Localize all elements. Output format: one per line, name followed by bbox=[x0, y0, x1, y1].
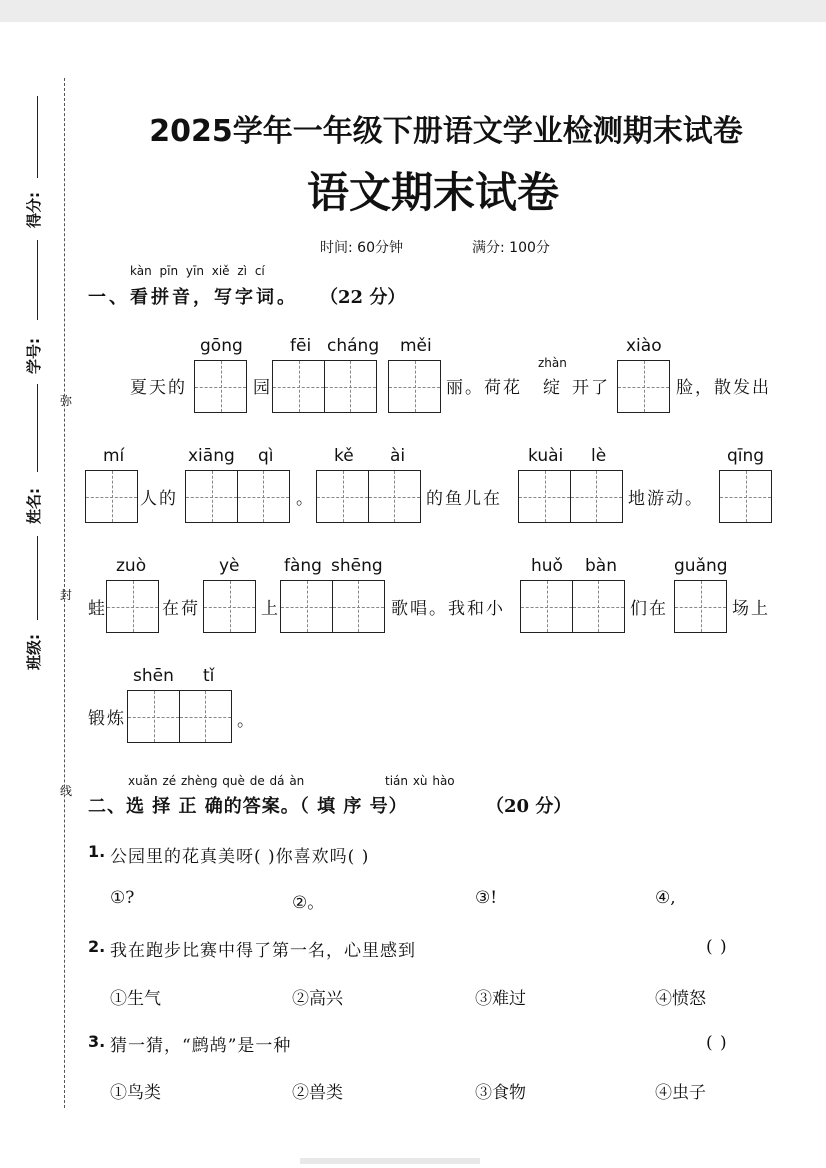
l2-pinyin2a: xiāng bbox=[188, 446, 235, 466]
score-info: 满分: 100分 bbox=[472, 240, 550, 256]
l2-text4: 地游动。 bbox=[628, 489, 704, 509]
l3-pinyin1: zuò bbox=[116, 556, 147, 576]
q3-text: 猜一猜，“鹧鸪”是一种 bbox=[110, 1036, 292, 1056]
score-label: 得分: bbox=[25, 192, 43, 228]
l2-grid2[interactable] bbox=[185, 470, 288, 523]
l1-pinyin-zhan: zhàn bbox=[538, 356, 567, 370]
section1-title: 一、看拼音，写字词。 bbox=[88, 287, 298, 308]
l3-pinyin5: guǎng bbox=[674, 556, 728, 576]
l1-text2: 园 bbox=[253, 378, 272, 398]
l1-grid1[interactable] bbox=[194, 360, 246, 413]
l4-text2: 。 bbox=[237, 711, 256, 731]
seal-char-feng: 封 bbox=[60, 588, 73, 602]
l3-grid3[interactable] bbox=[280, 580, 383, 633]
l2-pinyin4b: lè bbox=[591, 446, 607, 466]
l3-pinyin3b: shēng bbox=[331, 556, 383, 576]
q1-option-3[interactable]: ③! bbox=[475, 888, 498, 908]
l1-text3: 丽。荷花 bbox=[446, 378, 522, 398]
l1-text6: 脸，散发出 bbox=[676, 378, 771, 398]
exam-title: 2025学年一年级下册语文学业检测期末试卷 bbox=[149, 114, 743, 149]
l1-pinyin2a: fēi bbox=[290, 336, 312, 356]
l4-pinyin1b: tǐ bbox=[203, 666, 215, 686]
l2-grid4[interactable] bbox=[518, 470, 621, 523]
l2-text1: 人的 bbox=[140, 489, 178, 509]
l3-grid5[interactable] bbox=[674, 580, 726, 633]
q1-text[interactable]: 公园里的花真美呀( )你喜欢吗( ) bbox=[110, 847, 370, 867]
l4-pinyin1a: shēn bbox=[133, 666, 174, 686]
l1-pinyin1: gōng bbox=[200, 336, 243, 356]
l3-grid4[interactable] bbox=[520, 580, 623, 633]
l2-pinyin1: mí bbox=[103, 446, 125, 466]
q1-option-1[interactable]: ①? bbox=[110, 888, 135, 908]
l1-grid3[interactable] bbox=[388, 360, 440, 413]
class-blank-line bbox=[37, 536, 38, 620]
section2-title: 二、选 择 正 确的答案。（ 填 序 号） bbox=[88, 796, 408, 817]
l2-grid5[interactable] bbox=[719, 470, 771, 523]
q2-option-4[interactable]: ④愤怒 bbox=[655, 989, 706, 1009]
q2-option-3[interactable]: ③难过 bbox=[475, 989, 526, 1009]
l2-grid1[interactable] bbox=[85, 470, 137, 523]
l1-pinyin3: měi bbox=[400, 336, 432, 356]
l2-text3: 的鱼儿在 bbox=[426, 489, 502, 509]
section2-pinyin1: xuǎn zé zhèng què de dá àn bbox=[128, 774, 305, 788]
l3-grid2[interactable] bbox=[203, 580, 255, 633]
l1-text4: 绽 bbox=[543, 378, 562, 398]
section1-pinyin: kàn pīn yīn xiě zì cí bbox=[130, 264, 265, 278]
q2-option-1[interactable]: ①生气 bbox=[110, 989, 161, 1009]
q2-number: 2. bbox=[88, 937, 106, 956]
class-label: 班级: bbox=[25, 634, 43, 670]
section2-pinyin2: tián xù hào bbox=[385, 774, 455, 788]
name-label: 姓名: bbox=[25, 488, 43, 524]
l2-pinyin4a: kuài bbox=[528, 446, 564, 466]
l3-pinyin4a: huǒ bbox=[531, 556, 563, 576]
l3-text4: 歌唱。我和小 bbox=[391, 599, 505, 619]
l1-text5: 开了 bbox=[572, 378, 610, 398]
l1-grid4[interactable] bbox=[617, 360, 669, 413]
l3-grid1[interactable] bbox=[106, 580, 158, 633]
number-blank-line bbox=[37, 240, 38, 320]
l2-pinyin3b: ài bbox=[390, 446, 406, 466]
q1-option-4[interactable]: ④, bbox=[655, 888, 676, 908]
l3-pinyin4b: bàn bbox=[585, 556, 617, 576]
name-blank-line bbox=[37, 384, 38, 472]
number-label: 学号: bbox=[25, 338, 43, 374]
q3-option-3[interactable]: ③食物 bbox=[475, 1083, 526, 1103]
l2-pinyin5: qīng bbox=[727, 446, 765, 466]
q2-answer-paren[interactable]: ( ) bbox=[706, 937, 728, 957]
l3-pinyin2: yè bbox=[219, 556, 240, 576]
l1-text1: 夏天的 bbox=[130, 378, 187, 398]
q2-option-2[interactable]: ②高兴 bbox=[292, 989, 343, 1009]
scan-top-margin bbox=[0, 0, 826, 22]
l1-grid2[interactable] bbox=[272, 360, 375, 413]
l3-pinyin3a: fàng bbox=[284, 556, 322, 576]
time-info: 时间: 60分钟 bbox=[320, 240, 403, 256]
exam-subtitle: 语文期末试卷 bbox=[306, 168, 559, 217]
section2-points: （20 分） bbox=[486, 796, 572, 817]
l1-pinyin4: xiào bbox=[626, 336, 662, 356]
l2-text2: 。 bbox=[296, 489, 315, 509]
l1-pinyin2b: cháng bbox=[327, 336, 380, 356]
seal-char-mi: 弥 bbox=[60, 394, 73, 408]
l2-pinyin2b: qì bbox=[258, 446, 274, 466]
scan-bottom-artifact bbox=[300, 1158, 480, 1164]
l3-text1: 蛙 bbox=[88, 599, 107, 619]
q1-option-2[interactable]: ②。 bbox=[292, 893, 325, 913]
l3-text3: 上 bbox=[261, 599, 280, 619]
l4-grid1[interactable] bbox=[127, 690, 230, 743]
l2-pinyin3a: kě bbox=[334, 446, 354, 466]
l3-text6: 场上 bbox=[732, 599, 770, 619]
q2-text: 我在跑步比赛中得了第一名，心里感到 bbox=[110, 941, 416, 961]
l3-text5: 们在 bbox=[630, 599, 668, 619]
q3-option-1[interactable]: ①鸟类 bbox=[110, 1083, 161, 1103]
l3-text2: 在荷 bbox=[162, 599, 200, 619]
q3-number: 3. bbox=[88, 1032, 106, 1051]
section1-points: （22 分） bbox=[320, 287, 406, 308]
seal-char-xian: 线 bbox=[60, 784, 73, 798]
l4-text1: 锻炼 bbox=[88, 709, 126, 729]
q1-number: 1. bbox=[88, 842, 106, 861]
q3-answer-paren[interactable]: ( ) bbox=[706, 1033, 728, 1053]
q3-option-2[interactable]: ②兽类 bbox=[292, 1083, 343, 1103]
l2-grid3[interactable] bbox=[316, 470, 419, 523]
q3-option-4[interactable]: ④虫子 bbox=[655, 1083, 706, 1103]
